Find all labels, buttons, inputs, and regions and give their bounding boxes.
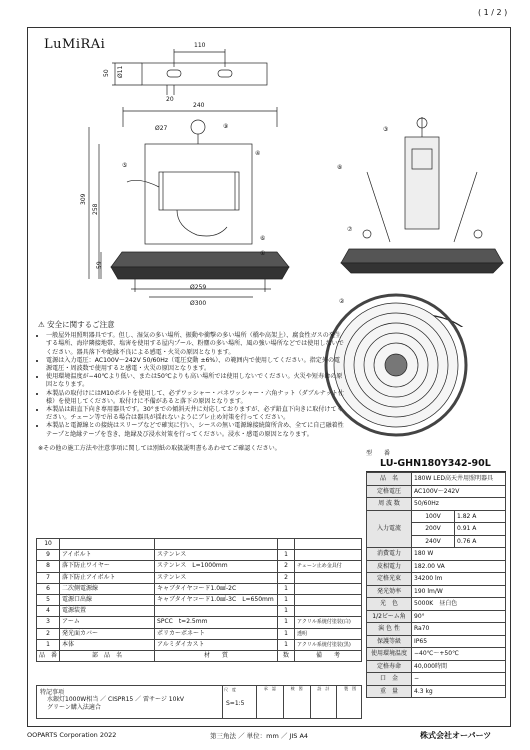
callout-8: ⑧ [337,164,343,171]
dim-309: 309 [80,193,87,205]
callout-5: ⑤ [122,162,128,169]
spec-key: 周 波 数 [367,498,412,511]
spec-row [367,473,506,486]
parts-table [36,538,362,662]
spec-value: 190 lm/W [412,585,506,598]
spec-row [367,498,506,511]
safety-bullet: • 本製品は鉛直下向き専用器具です。30°までの傾斜天井に対応しておりますが、必ず鉛直下向きに取付けてください。チェーン等で吊る場合は器具が揺れないようにブレ止め対策を行ってください。 [46,406,346,422]
callout-2: ② [339,298,345,305]
callout-4: ④ [255,150,261,157]
parts-cell-material: キャブタイヤコード1.0㎟-3C L=650mm [155,595,278,606]
spec-row [367,485,506,498]
spec-voltage: 200V [412,523,455,536]
parts-cell-name [60,539,155,550]
notes-box [36,685,362,719]
parts-cell-no: 7 [37,572,60,583]
parts-cell-note [295,539,362,550]
parts-cell-qty [278,539,295,550]
spec-key: 保護等級 [367,635,412,648]
parts-cell-no: 3 [37,617,60,628]
spec-row [367,623,506,636]
spec-block [366,448,506,698]
notes-label: 特記事項 [40,689,65,696]
parts-row [37,595,362,606]
callout-6: ⑥ [260,235,266,242]
spec-voltage: 100V [412,510,455,523]
parts-cell-no: 4 [37,606,60,617]
parts-cell-name: 本体 [60,639,155,650]
parts-cell-note: 透明 [295,628,362,639]
spec-key: 光 色 [367,598,412,611]
spec-row [367,685,506,698]
parts-cell-qty: 1 [278,617,295,628]
parts-cell-name: 電源口出線 [60,595,155,606]
spec-current: 1.82 A [455,510,506,523]
parts-row [37,572,362,583]
safety-section [38,321,346,453]
parts-cell-material: アルミダイカスト [155,639,278,650]
callout-7: ⑦ [347,226,353,233]
spec-key: 皮相電力 [367,560,412,573]
spec-value: 5000K 昼白色 [412,598,506,611]
spec-key: 演 色 性 [367,623,412,636]
spec-key: 入力電流 [367,510,412,548]
parts-header-qty: 数 [278,651,295,662]
parts-cell-qty: 2 [278,561,295,572]
parts-cell-no: 1 [37,639,60,650]
dim-258: 258 [92,203,99,215]
parts-header-row [37,651,362,662]
brand-logo: LuMiRAi [44,37,106,52]
footer-company: OOPARTS Corporation 2022 [27,731,117,739]
side-body [341,249,503,263]
parts-cell-qty: 1 [278,639,295,650]
parts-cell-note: アクリル系焼付塗装(黒) [295,639,362,650]
parts-cell-material [155,539,278,550]
parts-header-note: 備 考 [295,651,362,662]
parts-cell-no: 9 [37,550,60,561]
top-plate-slot-left [167,70,181,77]
top-plate-outline [142,63,267,85]
parts-cell-name: 落下防止ワイヤー [60,561,155,572]
parts-cell-name: 電源装置 [60,606,155,617]
dim-27: Ø27 [155,125,168,132]
parts-cell-note [295,595,362,606]
spec-key: 重 量 [367,685,412,698]
parts-cell-material: キャブタイヤコード1.0㎟-2C [155,583,278,594]
dim-20: 20 [166,96,174,103]
spec-key: 消費電力 [367,548,412,561]
parts-cell-note [295,606,362,617]
parts-cell-material: SPCC t=2.5mm [155,617,278,628]
eye-bolt [191,120,205,134]
parts-cell-name: アーム [60,617,155,628]
callout-3: ③ [383,126,389,133]
parts-row [37,583,362,594]
spec-voltage: 240V [412,535,455,548]
parts-row [37,550,362,561]
spec-row [367,548,506,561]
spec-key: 定格光束 [367,573,412,586]
safety-list [38,332,346,439]
parts-cell-no: 10 [37,539,60,550]
safety-title-row [38,321,346,329]
parts-cell-no: 5 [37,595,60,606]
sign-cell: 検 図 [284,686,311,718]
dim-59: 59 [96,261,103,269]
parts-cell-material: ステンレス L=1000mm [155,561,278,572]
parts-row [37,606,362,617]
scale-label: 尺 度 [224,687,236,692]
spec-current: 0.76 A [455,535,506,548]
model-label: 型 番 [366,450,391,457]
safety-footnote: ※その他の施工方法や注意事項に関しては別紙の取扱説明書もあわせてご確認ください。 [38,444,281,452]
parts-cell-qty: 1 [278,595,295,606]
callout-1: ① [260,250,266,257]
parts-cell-note [295,572,362,583]
parts-cell-note [295,550,362,561]
spec-value: 180 W [412,548,506,561]
spec-current: 0.91 A [455,523,506,536]
spec-key: 定格電圧 [367,485,412,498]
parts-cell-qty: 2 [278,572,295,583]
dim-110: 110 [194,42,206,49]
parts-cell-qty: 1 [278,583,295,594]
parts-header-no: 品 番 [37,651,60,662]
parts-cell-name: アイボルト [60,550,155,561]
spec-row [367,673,506,686]
arm-bracket [145,144,252,244]
parts-cell-material: ステンレス [155,550,278,561]
parts-cell-note: チェーン止め金具付 [295,561,362,572]
spec-row [367,573,506,586]
model-number: LU-GHN180Y342-90L [366,457,506,472]
spec-value: Ra70 [412,623,506,636]
dim-240: 240 [193,102,205,109]
spec-value: 34200 lm [412,573,506,586]
spec-row [367,635,506,648]
spec-row [367,510,506,523]
spec-row [367,560,506,573]
parts-cell-material: ポリカーボネート [155,628,278,639]
parts-cell-note: アクリル系焼付塗装(白) [295,617,362,628]
safety-bullet: • 電源は入力電圧：AC100V〜242V 50/60Hz（電圧変動 ±6%）、の範囲内で使用してください。指定外の電源電圧・周波数で使用すると感電・火災の原因となります。 [46,357,346,373]
parts-cell-no: 6 [37,583,60,594]
parts-row [37,628,362,639]
parts-row [37,617,362,628]
spec-value: − [412,673,506,686]
notes-text: 水銀灯1000W相当 ／ CISPR15 ／ 雷サージ 10kV グリーン購入法適合 [47,696,185,711]
parts-cell-material [155,606,278,617]
dim-300: Ø300 [190,300,207,307]
spec-value: 40,000時間 [412,660,506,673]
side-arm [405,137,439,229]
parts-cell-no: 2 [37,628,60,639]
spec-value: 180W LED高天井用照明器具 [412,473,506,486]
scale-cell [222,686,257,718]
sign-cells [256,686,363,718]
parts-cell-no: 8 [37,561,60,572]
sign-cell: 承 認 [257,686,284,718]
spec-row [367,598,506,611]
spec-value: −40℃〜+50℃ [412,648,506,661]
scale-value: S=1:5 [226,700,245,707]
parts-cell-name: 二次側電源線 [60,583,155,594]
power-unit [159,172,239,210]
dim-259: Ø259 [190,284,207,291]
spec-key: 品 名 [367,473,412,486]
callout-9: ⑨ [223,123,229,130]
spec-key: 口 金 [367,673,412,686]
footer-standard: 第三角法 ／ 単位：mm ／ JIS A4 [210,732,309,740]
spec-key: 定格寿命 [367,660,412,673]
safety-title: 安全に関するご注意 [47,320,115,329]
spec-value: 4.3 kg [412,685,506,698]
spec-row [367,610,506,623]
parts-cell-qty: 1 [278,606,295,617]
dim-50: 50 [103,69,110,77]
technical-drawing [27,27,511,327]
page-number: ( 1 / 2 ) [478,8,508,17]
footer-brand: 株式会社オーパーツ [420,731,492,740]
sign-cell: 設 計 [311,686,338,718]
spec-key: 1/2ビーム角 [367,610,412,623]
dim-11: Ø11 [117,65,124,78]
parts-cell-name: 落下防止アイボルト [60,572,155,583]
parts-header-material: 材 質 [155,651,278,662]
top-plate-slot-right [218,70,232,77]
spec-value: IP65 [412,635,506,648]
parts-row [37,639,362,650]
parts-header-name: 部 品 名 [60,651,155,662]
safety-bullet: • 使用環境温度が−40℃より低い、または50℃よりも高い場所では使用しないでください。火災や短寿命の原因となります。 [46,373,346,389]
spec-row [367,660,506,673]
parts-cell-qty: 1 [278,550,295,561]
safety-bullet: • 本製品と電源線との接続はスリーブなどで確実に行い、シースの無い電源線接続箇所含め、全てに自己融着性テープと絶縁テープを巻き、絶縁及び浸水対策を行ってください。浸水・感電の原因となります。 [46,422,346,438]
spec-key: 使用環境温度 [367,648,412,661]
spec-table [366,472,506,698]
parts-cell-note [295,583,362,594]
spec-row [367,585,506,598]
parts-cell-qty: 1 [278,628,295,639]
parts-row [37,561,362,572]
spec-value: 50/60Hz [412,498,506,511]
parts-cell-material: ステンレス [155,572,278,583]
safety-bullet: • 一般屋外用照明器具です。但し、湿気の多い場所、振動や衝撃の多い場所（橋や高架上）、腐食性ガスの発生する場所、海岸隣接地帯、塩害を使用する屋内プール、粉塵の多い場所、風の強い場所などでは使用しないでください。器具落下や絶縁不良による感電・火災の原因となります。 [46,332,346,357]
spec-value: 182.00 VA [412,560,506,573]
parts-row [37,539,362,550]
warning-icon: ⚠ [38,320,45,329]
spec-row [367,648,506,661]
sign-cell: 製 図 [344,686,357,691]
power-cable [127,180,159,187]
safety-bullet: • 本製品の取付けにはM10ボルトを使用して、必ずワッシャー・バネワッシャー・六角ナット（ダブルナット仕様）を使用してください。取付けに不備があると落下の原因となります。 [46,390,346,406]
spec-value: AC100V〜242V [412,485,506,498]
spec-key: 発光効率 [367,585,412,598]
spec-value: 90° [412,610,506,623]
parts-cell-name: 発光面カバー [60,628,155,639]
